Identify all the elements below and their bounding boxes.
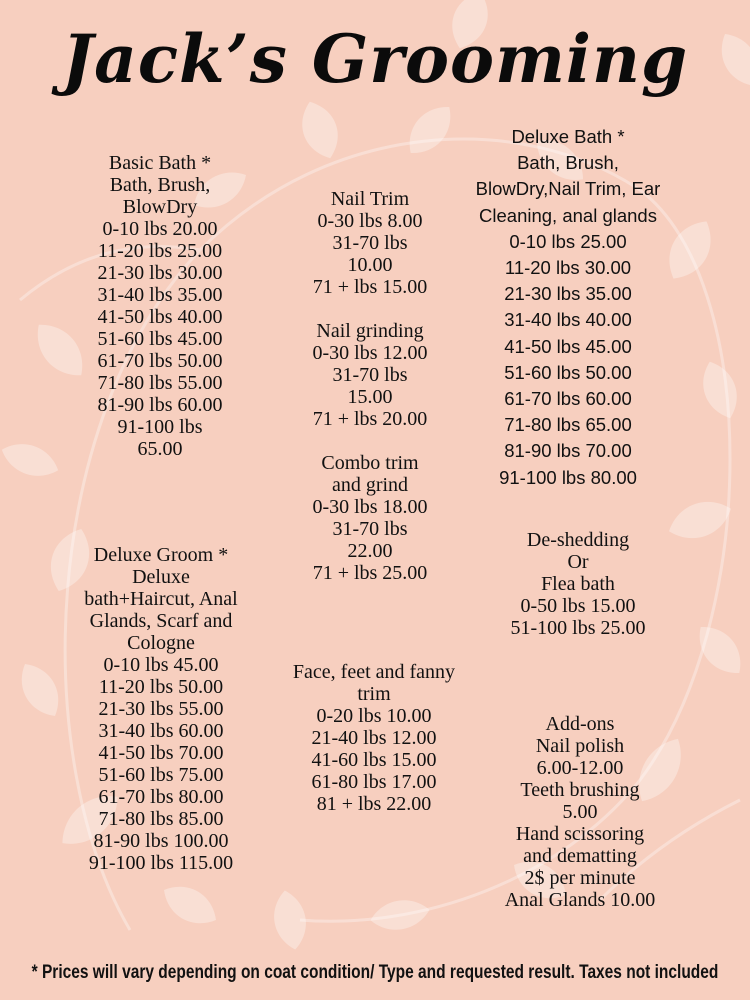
face-feet-fanny-section [262,661,486,815]
price-line: 0-30 lbs 12.00 [312,342,428,364]
price-line: 0-30 lbs 8.00 [317,210,423,232]
price-line: 81-90 lbs 70.00 [504,440,632,462]
price-line: Anal Glands 10.00 [504,889,656,911]
section-heading: Nail Trim [330,188,410,210]
price-line: 41-60 lbs 15.00 [311,749,437,771]
section-heading: Combo trim [321,452,419,474]
nail-trim-section [270,188,470,298]
combo-trim-section [270,452,470,584]
price-line: 31-40 lbs 40.00 [504,309,632,331]
price-line: 10.00 [347,254,393,276]
price-line: Or [567,551,589,573]
price-line: 61-70 lbs 80.00 [98,786,224,808]
footer-note: * Prices will vary depending on coat condition/ Type and requested result. Taxes not included [31,961,719,983]
price-line: 91-100 lbs [117,416,203,438]
price-line: 71-80 lbs 55.00 [97,372,223,394]
price-line: 61-80 lbs 17.00 [311,771,437,793]
price-line: 0-30 lbs 18.00 [312,496,428,518]
price-line: 11-20 lbs 30.00 [504,257,632,279]
deluxe-groom-section [46,544,276,874]
price-line: 61-70 lbs 60.00 [504,388,632,410]
price-line: trim [357,683,391,705]
price-line: 21-30 lbs 30.00 [97,262,223,284]
price-line: Glands, Scarf and [89,610,233,632]
price-line: 21-40 lbs 12.00 [311,727,437,749]
price-line: 41-50 lbs 45.00 [504,335,632,357]
price-line: Teeth brushing [520,779,640,801]
deluxe-bath-section [448,124,688,491]
price-line: Deluxe [132,566,190,588]
section-heading: Basic Bath * [108,152,212,174]
price-line: 0-10 lbs 20.00 [102,218,218,240]
section-heading: De-shedding [526,529,630,551]
price-line: 71 + lbs 15.00 [312,276,428,298]
price-line: 11-20 lbs 25.00 [97,240,223,262]
price-line: 21-30 lbs 35.00 [504,283,632,305]
price-line: 6.00-12.00 [536,757,624,779]
price-line: BlowDry,Nail Trim, Ear [475,178,661,200]
section-heading: Deluxe Groom * [93,544,229,566]
nail-grinding-section [270,320,470,430]
price-line: 91-100 lbs 80.00 [499,466,637,488]
price-line: 71 + lbs 20.00 [312,408,428,430]
price-line: 0-50 lbs 15.00 [520,595,636,617]
price-line: 65.00 [137,438,183,460]
section-heading: Deluxe Bath * [511,126,625,147]
price-line: 31-40 lbs 60.00 [98,720,224,742]
price-line: and dematting [523,845,637,867]
price-line: Bath, Brush, [109,174,211,196]
price-line: Cleaning, anal glands [479,204,657,226]
price-line: 0-10 lbs 25.00 [509,230,627,252]
price-line: 51-100 lbs 25.00 [510,617,646,639]
price-line: 81-90 lbs 60.00 [97,394,223,416]
price-line: 31-70 lbs [332,364,408,386]
price-line: 0-20 lbs 10.00 [316,705,432,727]
price-line: Flea bath [541,573,615,595]
price-line: 11-20 lbs 50.00 [98,676,224,698]
price-line: 41-50 lbs 70.00 [98,742,224,764]
basic-bath-section [60,152,260,460]
price-line: Nail polish [535,735,625,757]
page-title: Jack’s Grooming [61,20,689,98]
price-line: 31-70 lbs [332,518,408,540]
price-line: 81 + lbs 22.00 [316,793,432,815]
price-line: 71-80 lbs 65.00 [504,414,632,436]
price-line: 51-60 lbs 50.00 [504,361,632,383]
price-line: BlowDry [122,196,198,218]
price-line: 22.00 [347,540,393,562]
price-line: 41-50 lbs 40.00 [97,306,223,328]
section-heading: Face, feet and fanny [292,661,456,683]
section-heading: Add-ons [545,713,615,735]
price-line: Cologne [127,632,195,654]
price-line: 31-70 lbs [332,232,408,254]
deshedding-section [470,529,686,639]
price-line: 21-30 lbs 55.00 [98,698,224,720]
price-line: 91-100 lbs 115.00 [88,852,234,874]
price-line: 51-60 lbs 45.00 [97,328,223,350]
price-line: 81-90 lbs 100.00 [93,830,229,852]
price-line: 51-60 lbs 75.00 [98,764,224,786]
price-line: Hand scissoring [515,823,645,845]
price-line: 71-80 lbs 85.00 [98,808,224,830]
price-line: 71 + lbs 25.00 [312,562,428,584]
price-line: 61-70 lbs 50.00 [97,350,223,372]
addons-section [480,713,680,911]
price-line: and grind [331,474,409,496]
section-heading: Nail grinding [316,320,424,342]
price-line: 31-40 lbs 35.00 [97,284,223,306]
price-line: 2$ per minute [524,867,636,889]
price-line: Bath, Brush, [517,152,619,174]
price-line: 0-10 lbs 45.00 [103,654,219,676]
price-line: 5.00 [562,801,598,823]
price-line: 15.00 [347,386,393,408]
price-line: bath+Haircut, Anal [84,588,238,610]
